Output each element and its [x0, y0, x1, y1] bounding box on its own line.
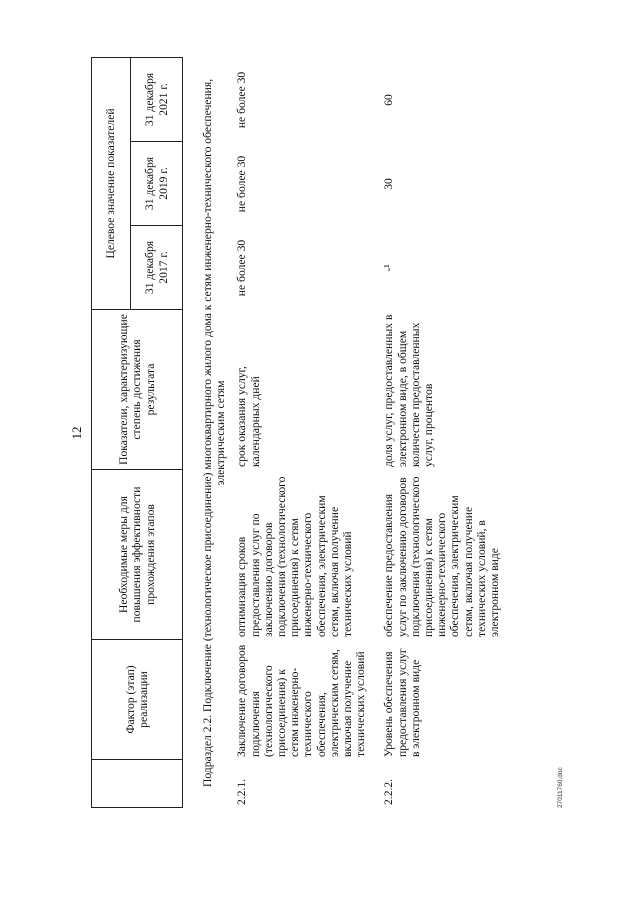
page-number: 12	[69, 426, 84, 440]
header-year-2019: 31 декабря 2019 г.	[131, 142, 183, 226]
header-number	[92, 760, 183, 808]
row-value-2019: 30	[382, 178, 396, 190]
header-year-2017: 31 декабря 2017 г.	[131, 226, 183, 310]
measures-table-header	[91, 57, 183, 808]
table-row	[381, 58, 515, 808]
rotated-content	[66, 58, 566, 808]
header-indicators: Показатели, характеризующие степень достижения результата	[92, 310, 183, 470]
footer-filename: 27011760.doc	[557, 767, 564, 808]
row-value-2017: не более 30	[235, 239, 249, 297]
row-value-2017: -¹	[382, 264, 396, 272]
row-number: 2.2.2.	[382, 778, 396, 805]
row-value-2019: не более 30	[235, 155, 249, 213]
row-number: 2.2.1.	[235, 778, 249, 805]
header-target: Целевое значение показателей	[92, 57, 131, 309]
row-measures: оптимизация сроков предоставления услуг по заключению договоров подключения (технологического присоединения) к сетям инженерно-технического обеспечения, электрическим сетям, включая получение технических условий	[235, 476, 355, 637]
header-measures: Необходимые меры для повышения эффективности прохождения этапов	[92, 470, 183, 640]
row-measures: обеспечение предоставления услуг по заключению договоров подключения (технологического присоединения) к сетям инженерно-технического обеспечения, электрическим сетям, включая получение технических условий, в электронном виде	[382, 476, 502, 637]
header-factor: Фактор (этап) реализации	[92, 640, 183, 760]
header-year-2021: 31 декабря 2021 г.	[131, 57, 183, 141]
table-row	[234, 58, 381, 808]
row-factor: Уровень обеспечения предоставления услуг в электронном виде	[382, 648, 422, 757]
row-indicator: доля услуг, предоставленных в электронном виде, в общем количестве предоставленных услуг, процентов	[382, 314, 436, 467]
subsection-title: Подраздел 2.2. Подключение (технологическое присоединение) многоквартирного жилого дома к сетям инженерно-технического обеспечения, электрическим сетям	[201, 78, 228, 788]
row-indicator: срок оказания услуг, календарных дней	[235, 366, 262, 467]
row-value-2021: не более 30	[235, 71, 249, 129]
row-factor: Заключение договоров подключения (технологического присоединения) к сетям инженерно-технического обеспечения, электрическим сетям, включая получение технических условий	[235, 644, 368, 757]
row-value-2021: 60	[382, 94, 396, 106]
subsection-row	[200, 58, 234, 808]
measures-table-body	[200, 58, 515, 808]
